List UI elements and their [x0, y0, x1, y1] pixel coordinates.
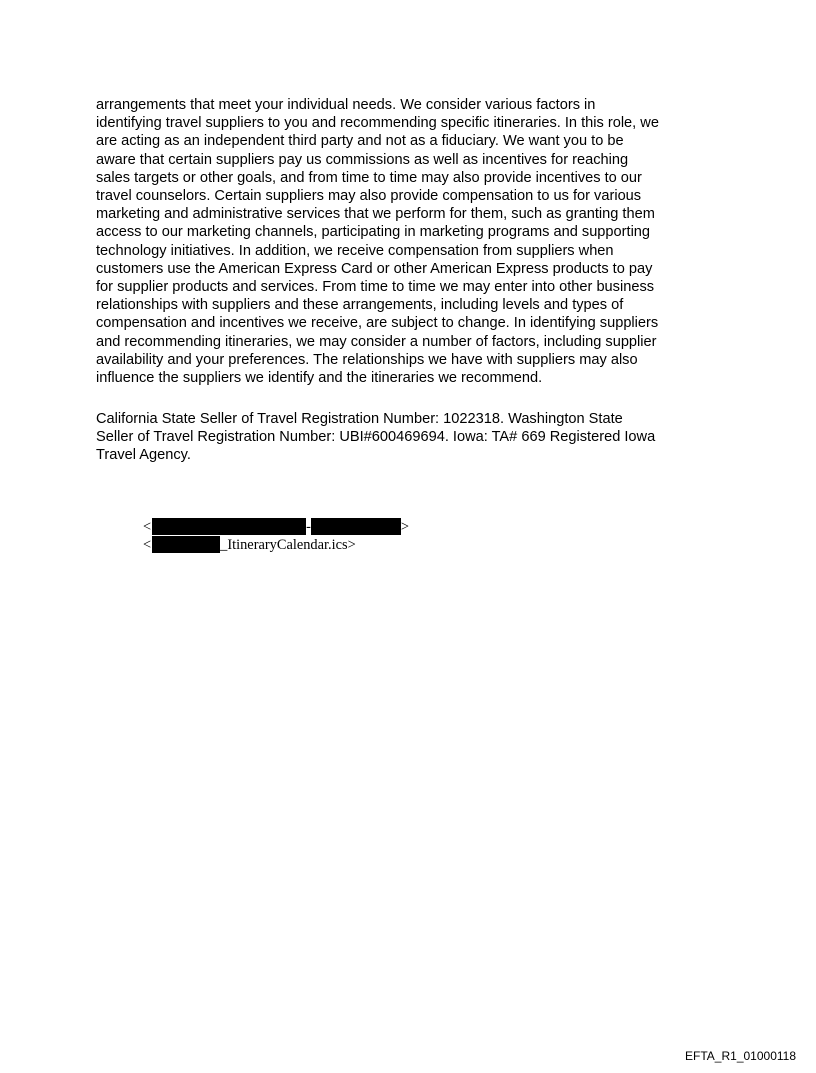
attachment-list — [143, 518, 409, 554]
attachment-item[interactable] — [143, 518, 409, 536]
text-line: relationships with suppliers and these arrangements, including levels and types of — [96, 297, 624, 314]
redaction-block — [311, 518, 401, 535]
redaction-block — [152, 536, 220, 553]
text-line: are acting as an independent third party and not as a fiduciary. We want you to be — [96, 133, 624, 150]
attachment-filename: _ItineraryCalendar.ics> — [220, 537, 356, 553]
text-line: compensation and incentives we receive, are subject to change. In identifying suppliers — [96, 315, 659, 332]
text-line: access to our marketing channels, participating in marketing programs and supporting — [96, 224, 651, 241]
attachment-item-calendar[interactable] — [143, 536, 409, 554]
text-line: Seller of Travel Registration Number: UBI#600469694. Iowa: TA# 669 Registered Iowa — [96, 429, 656, 446]
text-line: sales targets or other goals, and from time to time may also provide incentives to our — [96, 169, 642, 186]
text-line: California State Seller of Travel Registration Number: 1022318. Washington State — [96, 411, 623, 427]
text-line: Travel Agency. — [96, 447, 191, 464]
text-line: travel counselors. Certain suppliers may also provide compensation to us for various — [96, 188, 642, 205]
registration-paragraph — [96, 410, 736, 465]
text-line: technology initiatives. In addition, we receive compensation from suppliers when — [96, 242, 614, 259]
text-line: identifying travel suppliers to you and recommending specific itineraries. In this role, we — [96, 115, 659, 132]
text-line: marketing and administrative services that we perform for them, such as granting them — [96, 206, 655, 223]
text-line: aware that certain suppliers pay us commissions as well as incentives for reaching — [96, 151, 629, 168]
name-separator: - — [306, 519, 311, 535]
document-id-footer: EFTA_R1_01000118 — [685, 1049, 796, 1063]
supplier-disclosure-paragraph — [96, 96, 736, 387]
bracket-close: > — [400, 519, 410, 535]
text-line: availability and your preferences. The relationships we have with suppliers may also — [96, 351, 638, 368]
text-line: for supplier products and services. From time to time we may enter into other business — [96, 279, 655, 296]
text-line: influence the suppliers we identify and the itineraries we recommend. — [96, 370, 543, 387]
bracket-open: < — [143, 537, 152, 553]
text-line: and recommending itineraries, we may consider a number of factors, including supplier — [96, 333, 657, 350]
bracket-open: < — [143, 519, 152, 535]
redaction-block — [152, 518, 306, 535]
text-line: customers use the American Express Card or other American Express products to pay — [96, 260, 653, 277]
text-line: arrangements that meet your individual needs. We consider various factors in — [96, 97, 596, 113]
